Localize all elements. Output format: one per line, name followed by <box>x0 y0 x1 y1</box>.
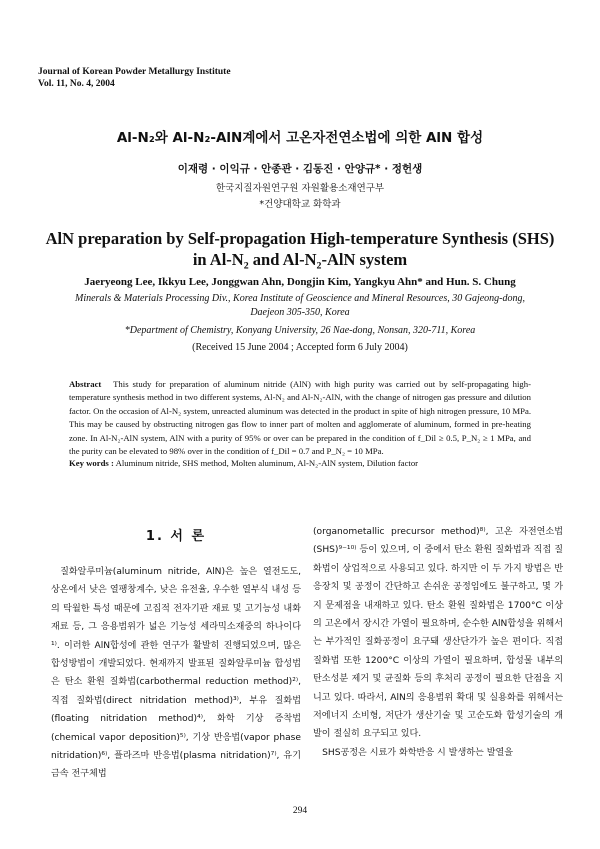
english-authors: Jaeryeong Lee, Ikkyu Lee, Jonggwan Ahn, Dongjin Kim, Yangkyu Ahn* and Hun. S. Chung <box>84 276 516 288</box>
section-heading: 1. 서 론 <box>145 529 207 544</box>
body-paragraph: 질화알루미늄(aluminum nitride, AlN)은 높은 열전도도, 상온에서 낮은 열팽창계수, 낮은 유전율, 우수한 열부식 내성 등의 탁월한 특성 때문에 고집적 전자기판 재료 및 고기능성 내화재료 등, 그 응용범위가 넓은 기능성 세라믹소재중의 하나이다¹⁾. 이러한 AlN합성에 관한 연구가 활발히 진행되었으며, 많은 합성방법이 개발되었다. 현재까지 발표된 질화알루미늄 합성법은 탄소 환원 질화법(carbothermal reduction method)²⁾, 직접 질화법(direct nitridation method)³⁾, 부유 질화법(floating nitridation method)⁴⁾, 화학 기상 증착법(chemical vapor deposition)⁵⁾, 기상 반응법(vapor phase nitridation)⁶⁾, 플라즈마 반응법(plasma nitridation)⁷⁾, 유기금속 전구체법 <box>51 567 301 780</box>
keywords-text: Aluminum nitride, SHS method, Molten aluminum, Al-N₂-AlN system, Dilution factor <box>115 458 419 468</box>
keywords-label: Key words : <box>69 458 114 468</box>
journal-name: Journal of Korean Powder Metallurgy Institute <box>38 67 231 77</box>
korean-title: Al-N₂와 Al-N₂-AlN계에서 고온자전연소법에 의한 AlN 합성 <box>116 130 484 146</box>
korean-affiliation-2: *건양대학교 화학과 <box>259 199 341 210</box>
english-affiliation-2: *Department of Chemistry, Konyang University, 26 Nae-dong, Nonsan, 320-711, Korea <box>124 325 476 336</box>
keywords <box>69 458 539 468</box>
english-affiliation-line1: Minerals & Materials Processing Div., Korea Institute of Geoscience and Mineral Resources, 30 Gajeong-dong, <box>74 293 525 304</box>
body-paragraph: (organometallic precursor method)⁸⁾, 고온 자전연소법(SHS)⁹⁻¹⁰⁾ 등이 있으며, 이 중에서 탄소 환원 질화법과 직접 질화법이 상업적으로 사용되고 있다. 하지만 이 두 가지 방법은 반응장치 및 공정이 간단하고 손쉬운 공정임에도 불구하고, 몇 가지 문제점을 내재하고 있다. 탄소 환원 질화법은 1700°C 이상의 고온에서 장시간 가열이 필요하며, 순수한 AlN합성을 위해서는 부가적인 질화공정이 요구돼 생산단가가 높은 편이다. 직접 질화법 또한 1200°C 이상의 가열이 필요하며, 합성물 내부의 탄소성분 제거 및 균질화 등의 후처리 공정이 필요한 단점을 지니고 있다. 따라서, AlN의 응용범위 확대 및 실용화를 위해서는 저에너지 소비형, 저단가 생산기술 및 고순도화 합성기술의 개발이 절실히 요구되고 있다. <box>313 527 563 740</box>
journal-volume: Vol. 11, No. 4, 2004 <box>38 79 115 89</box>
korean-authors: 이재령 · 이익규 · 안종관 · 김동진 · 안양규* · 정헌생 <box>177 163 423 175</box>
korean-affiliation: 한국지질자원연구원 자원활용소재연구부 <box>215 183 385 194</box>
journal-header <box>38 66 231 90</box>
page-number: 294 <box>292 806 308 816</box>
abstract-text: This study for preparation of aluminum nitride (AlN) with high purity was carried out by self-propagating high-temperature synthesis method in two different systems, Al-N₂ and Al-N₂-AlN, with the change of nitrogen gas pressure and dilution factor. On the occasion of Al-N₂ system, unreacted aluminum was detected in the product in spite of high nitrogen pressure, 10 MPa. This may be caused by obstructing nitrogen gas flow to inner part of molten and agglomerate of aluminum, formed in pre-heating zone. In Al-N₂-AlN system, AlN with a purity of 95% or over can be prepared in the condition of f_Dil ≥ 0.5, P_N₂ ≥ 1 MPa, and the purity can be elevated to 98% over in the condition of f_Dil = 0.7 and P_N₂ = 10 MPa. <box>69 379 532 457</box>
english-title-line1: AlN preparation by Self-propagation High-temperature Synthesis (SHS) <box>45 229 555 248</box>
english-title-line2: in Al-N₂ and Al-N₂-AlN system <box>192 250 408 269</box>
abstract-label: Abstract <box>69 379 102 389</box>
abstract <box>69 378 531 458</box>
body-column-left <box>51 563 301 784</box>
english-affiliation-line2: Daejeon 305-350, Korea <box>250 307 350 318</box>
received-dates: (Received 15 June 2004 ; Accepted form 6 July 2004) <box>192 342 408 353</box>
body-paragraph: SHS공정은 시료가 화학반응 시 발생하는 발열을 <box>322 747 514 758</box>
body-column-right <box>313 523 563 762</box>
